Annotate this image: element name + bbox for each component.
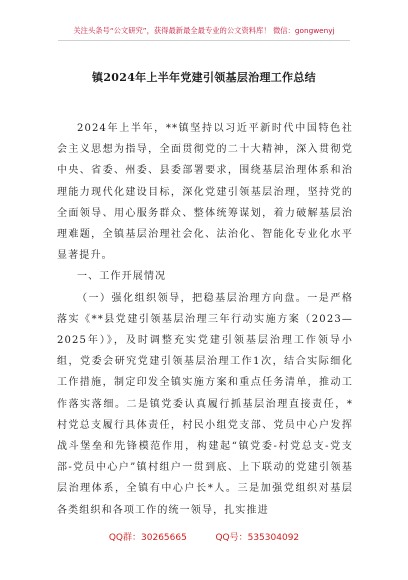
section-heading: 一、工作开展情况 [77, 271, 167, 283]
document-title: 镇2024年上半年党建引领基层治理工作总结 [92, 71, 316, 84]
qq-number: QQ号：535304092 [215, 533, 300, 543]
header-divider [58, 40, 350, 41]
contact-footer [0, 530, 408, 543]
promo-header: 关注头条号“公文研究”，获得最新最全最专业的公文资料库！ 微信：gongwenyj [73, 26, 335, 35]
document-body [57, 118, 353, 521]
intro-paragraph: 2024年上半年，**镇坚持以习近平新时代中国特色社会主义思想为指导，全面贯彻党的二十大精神，深入贯彻党中央、省委、州委、县委部署要求，围绕基层治理体系和治理能力现代化建设目标，深化党建引领基层治理，坚持党的全面领导、用心服务群众、整体统筹谋划，着力破解基层治理难题，全镇基层治理社会化、法治化、智能化专业化水平显著提升。 [57, 123, 353, 262]
qq-group: QQ群：30265665 [108, 533, 187, 543]
body-paragraph: （一）强化组织领导，把稳基层治理方向盘。一是严格落实《**县党建引领基层治理三年行动实施方案（2023—2025年）》，及时调整充实党建引领基层治理工作领导小组，党委会研究党建引领基层治理工作1次，结合实际细化工作措施，制定印发全镇实施方案和重点任务清单，推动工作落实落细。二是镇党委认真履行抓基层治理直接责任，*村党总支履行具体责任，村民小组党支部、党员中心户发挥战斗堡垒和先锋模范作用，构建起“镇党委-村党总支-党支部-党员中心户”镇村组户一贯到底、上下联动的党建引领基层治理体系，全镇有中心户长*人。三是加强党组织对基层各类组织和各项工作的统一领导，扎实推进 [57, 292, 353, 516]
